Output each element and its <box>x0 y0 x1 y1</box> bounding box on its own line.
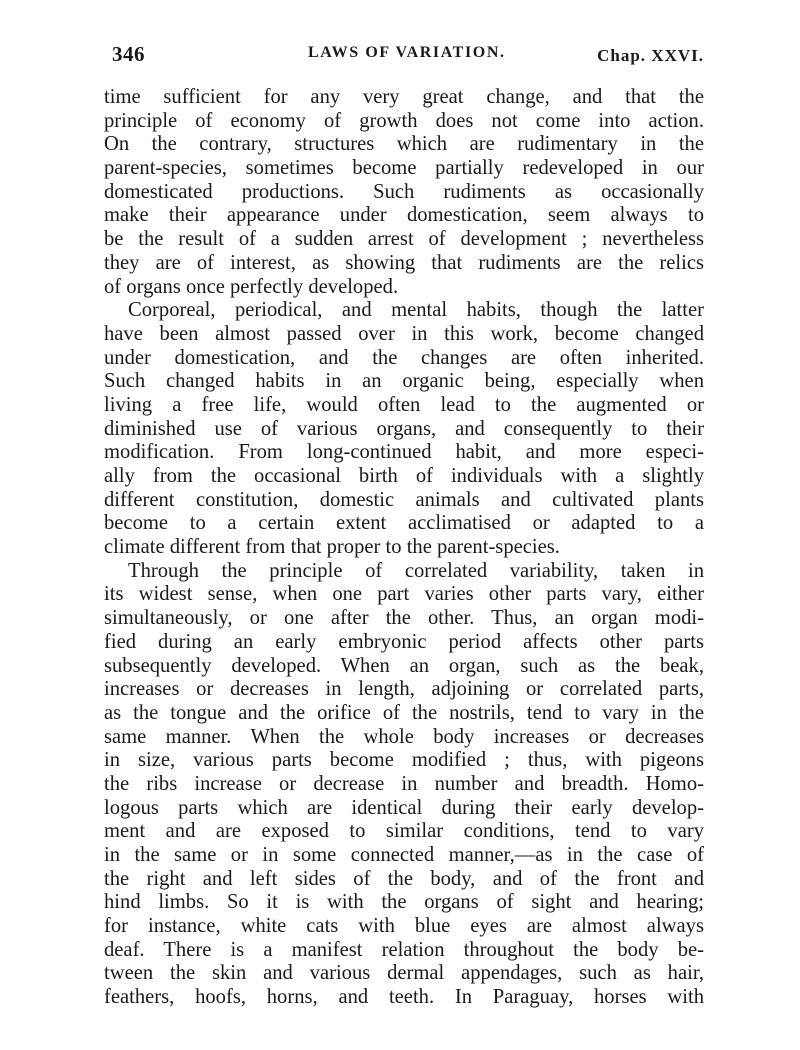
paragraph-1 <box>104 86 704 299</box>
text-line: modification. From long-continued habit, and more especi- <box>104 441 704 464</box>
text-line: have been almost passed over in this work, become changed <box>104 322 704 345</box>
text-line: the ribs increase or decrease in number and breadth. Homo- <box>104 772 704 795</box>
text-line: fied during an early embryonic period affects other parts <box>104 630 704 653</box>
text-line: simultaneously, or one after the other. Thus, an organ modi- <box>104 607 704 630</box>
paragraph-3 <box>104 560 704 1010</box>
text-line: time sufficient for any very great change, and that the <box>104 86 704 108</box>
text-line: under domestication, and the changes are often inherited. <box>104 346 704 369</box>
text-line: the right and left sides of the body, and of the front and <box>104 867 704 890</box>
text-line: ment and are exposed to similar conditions, tend to vary <box>104 820 704 843</box>
chapter-label: Chap. XXVI. <box>597 46 704 65</box>
text-line: parent-species, sometimes become partially redeveloped in our <box>104 157 704 180</box>
text-line: Through the principle of correlated variability, taken in <box>128 559 704 582</box>
text-line: Such changed habits in an organic being, especially when <box>104 370 704 393</box>
book-page <box>104 42 704 1010</box>
text-line: diminished use of various organs, and consequently to their <box>104 417 704 440</box>
text-line: ally from the occasional birth of individuals with a slightly <box>104 465 704 487</box>
text-line: of organs once perfectly developed. <box>104 275 399 298</box>
page-number: 346 <box>112 42 145 66</box>
running-title: LAWS OF VARIATION. <box>308 44 506 61</box>
text-line: in the same or in some connected manner,—as in the case of <box>104 844 704 866</box>
text-line: be the result of a sudden arrest of development ; nevertheless <box>104 228 704 251</box>
text-line: climate different from that proper to the parent-species. <box>104 536 560 559</box>
text-line: its widest sense, when one part varies other parts vary, either <box>104 583 704 606</box>
text-line: feathers, hoofs, horns, and teeth. In Paraguay, horses with <box>104 986 704 1009</box>
body-text <box>104 86 704 1010</box>
text-line: for instance, white cats with blue eyes are almost always <box>104 915 704 938</box>
text-line: different constitution, domestic animals and cultivated plants <box>104 488 704 511</box>
text-line: in size, various parts become modified ; thus, with pigeons <box>104 749 704 772</box>
text-line: On the contrary, structures which are rudimentary in the <box>104 133 704 156</box>
page-header <box>104 42 704 82</box>
paragraph-2 <box>104 299 704 560</box>
text-line: tween the skin and various dermal appendages, such as hair, <box>104 962 704 985</box>
text-line: deaf. There is a manifest relation throughout the body be- <box>104 938 704 961</box>
text-line: increases or decreases in length, adjoining or correlated parts, <box>104 678 704 701</box>
text-line: as the tongue and the orifice of the nostrils, tend to vary in the <box>104 701 704 724</box>
text-line: same manner. When the whole body increases or decreases <box>104 725 704 748</box>
text-line: make their appearance under domestication, seem always to <box>104 204 704 227</box>
text-line: logous parts which are identical during their early develop- <box>104 796 704 819</box>
text-line: Corporeal, periodical, and mental habits, though the latter <box>128 299 704 322</box>
text-line: principle of economy of growth does not come into action. <box>104 109 704 132</box>
text-line: living a free life, would often lead to the augmented or <box>104 393 704 416</box>
text-line: domesticated productions. Such rudiments as occasionally <box>104 180 704 203</box>
text-line: subsequently developed. When an organ, such as the beak, <box>104 654 704 677</box>
text-line: they are of interest, as showing that rudiments are the relics <box>104 251 704 274</box>
text-line: hind limbs. So it is with the organs of sight and hearing; <box>104 891 704 914</box>
text-line: become to a certain extent acclimatised or adapted to a <box>104 512 704 535</box>
